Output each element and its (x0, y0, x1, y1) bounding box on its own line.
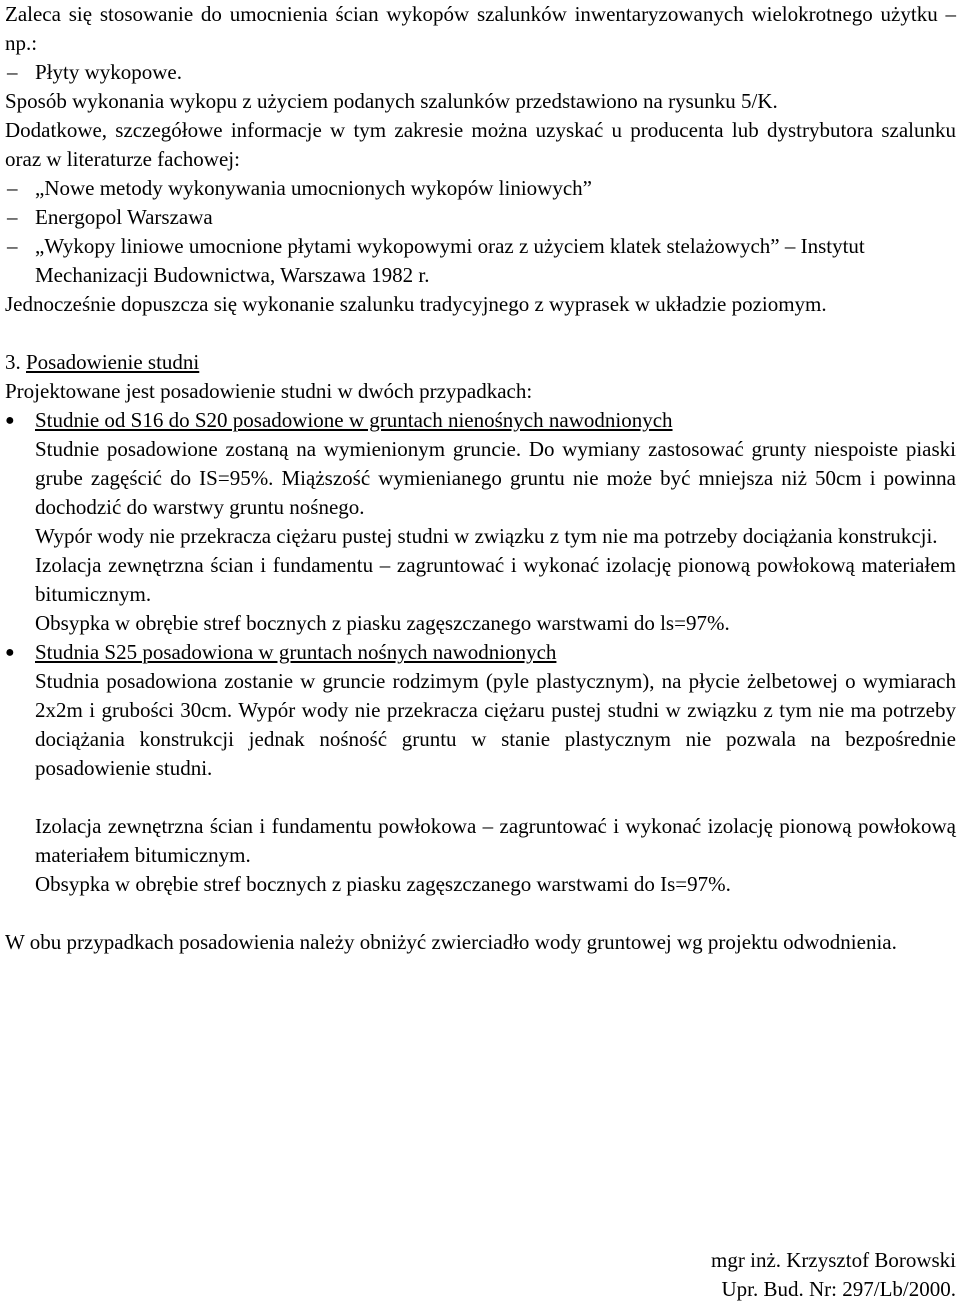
signature-name: mgr inż. Krzysztof Borowski (711, 1248, 956, 1272)
list-item: – „Wykopy liniowe umocnione płytami wykopowymi oraz z użyciem klatek stelażowych” – Instytut Mechanizacji Budownictwa, Warszawa 1982 r. (7, 234, 865, 287)
section-heading: 3. Posadowienie studni (5, 350, 200, 374)
case-paragraph: Obsypka w obrębie stref bocznych z piasku zagęszczanego warstwami do ls=97%. (35, 611, 730, 635)
signature-block (711, 1246, 956, 1304)
paragraph-alternative: Jednocześnie dopuszcza się wykonanie szalunku tradycyjnego z wyprasek w układzie poziomym. (5, 292, 827, 316)
list-item: – Energopol Warszawa (5, 203, 956, 232)
section-lead: Projektowane jest posadowienie studni w dwóch przypadkach: (5, 379, 533, 403)
paragraph-intro: Zaleca się stosowanie do umocnienia ścian wykopów szalunków inwentaryzowanych wielokrotnego użytku – np.: (5, 2, 956, 55)
dash-marker: – (7, 176, 18, 200)
case-paragraph: Studnia posadowiona zostanie w gruncie rodzimym (pyle plastycznym), na płycie żelbetowej o wymiarach 2x2m i grubości 30cm. Wypór wody nie przekracza ciężaru pustej studni w związku z tym nie ma potrzeby dociążania konstrukcji jednak nośność gruntu w stanie plastycznym nie pozwala na bezpośrednie posadowienie studni. (35, 669, 956, 780)
case-heading: ● Studnie od S16 do S20 posadowione w gruntach nienośnych nawodnionych (5, 406, 956, 435)
bullet-marker: ● (5, 644, 15, 661)
dash-marker: – (7, 60, 18, 84)
list-item: – Płyty wykopowe. (5, 58, 956, 87)
closing-paragraph: W obu przypadkach posadowienia należy obniżyć zwierciadło wody gruntowej wg projektu odwodnienia. (5, 930, 897, 954)
case-paragraph: Obsypka w obrębie stref bocznych z piasku zagęszczanego warstwami do Is=97%. (35, 872, 731, 896)
section-title: Posadowienie studni (26, 350, 200, 374)
case-paragraph: Wypór wody nie przekracza ciężaru pustej studni w związku z tym nie ma potrzeby dociążania konstrukcji. (35, 524, 938, 548)
bullet-marker: ● (5, 412, 15, 429)
case-paragraph: Studnie posadowione zostaną na wymienionym gruncie. Do wymiany zastosować grunty niespoiste piaski grube zagęścić do IS=95%. Miąższość wymienianego gruntu nie może być mniejsza niż 50cm i powinna dochodzić do warstwy gruntu nośnego. (35, 437, 956, 519)
signature-license: Upr. Bud. Nr: 297/Lb/2000. (721, 1277, 956, 1301)
list-item: – „Nowe metody wykonywania umocnionych wykopów liniowych” (5, 174, 956, 203)
case-heading: ● Studnia S25 posadowiona w gruntach nośnych nawodnionych (5, 638, 956, 667)
paragraph-info: Dodatkowe, szczegółowe informacje w tym zakresie można uzyskać u producenta lub dystrybutora szalunku oraz w literaturze fachowej: (5, 118, 956, 171)
case-paragraph: Izolacja zewnętrzna ścian i fundamentu – zagruntować i wykonać izolację pionową powłokową materiałem bitumicznym. (35, 553, 956, 606)
paragraph-figure-ref: Sposób wykonania wykopu z użyciem podanych szalunków przedstawiono na rysunku 5/K. (5, 89, 778, 113)
case-paragraph: Izolacja zewnętrzna ścian i fundamentu powłokowa – zagruntować i wykonać izolację pionową powłokową materiałem bitumicznym. (35, 814, 956, 867)
dash-marker: – (7, 234, 18, 258)
document-page (5, 0, 956, 957)
dash-marker: – (7, 205, 18, 229)
